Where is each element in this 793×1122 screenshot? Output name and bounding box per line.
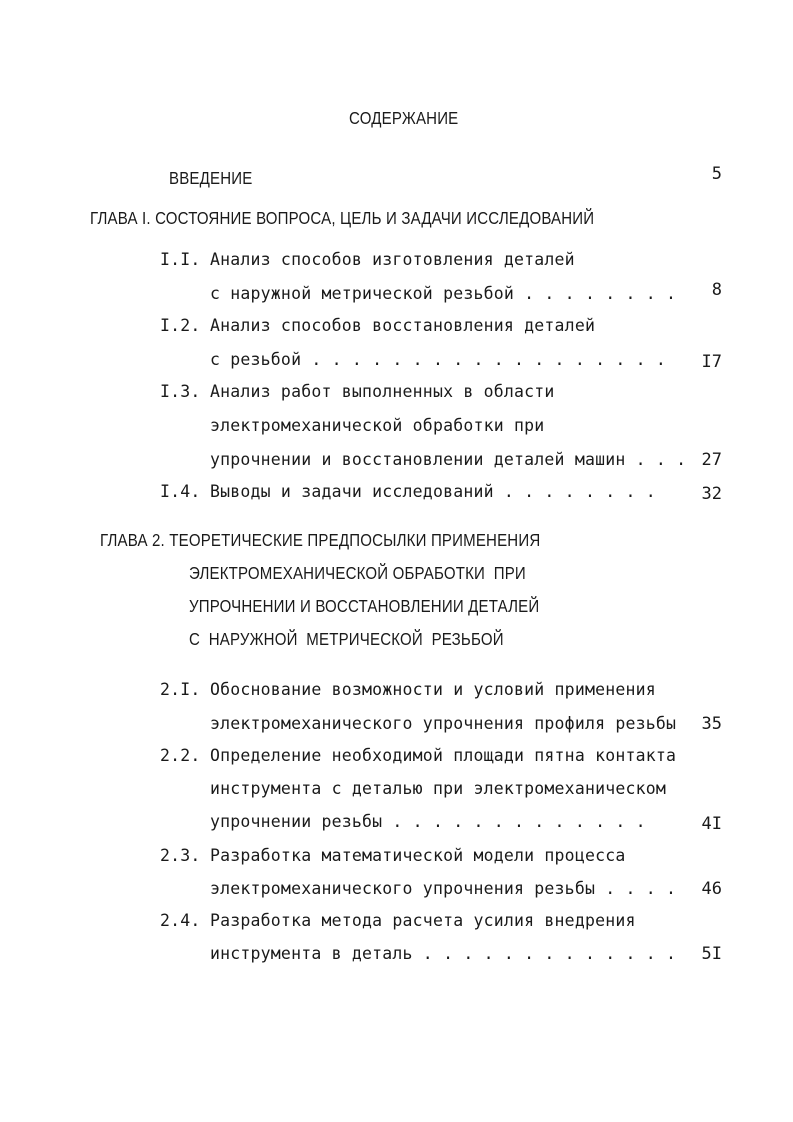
section-title-line: Анализ способов изготовления деталей — [210, 250, 575, 269]
section-page-number: 5I — [701, 944, 722, 964]
section-title-line: с резьбой . . . . . . . . . . . . . . . . . . — [210, 350, 667, 369]
section-number: I.4. — [160, 482, 201, 501]
section-title-line: упрочнении и восстановлении деталей машин . . . — [210, 450, 687, 469]
chapter-1-heading: ГЛАВА I. СОСТОЯНИЕ ВОПРОСА, ЦЕЛЬ И ЗАДАЧИ ИССЛЕДОВАНИЙ — [90, 208, 595, 228]
section-page-number: I7 — [701, 352, 722, 372]
section-title-line: инструмента в деталь . . . . . . . . . . . . . — [210, 944, 677, 963]
chapter-2-heading-line: УПРОЧНЕНИИ И ВОССТАНОВЛЕНИИ ДЕТАЛЕЙ — [189, 596, 540, 616]
chapter-2-heading-line: С НАРУЖНОЙ МЕТРИЧЕСКОЙ РЕЗЬБОЙ — [189, 629, 504, 649]
section-title-line: электромеханической обработки при — [210, 416, 545, 435]
section-title-line: электромеханического упрочнения резьбы . . . . — [210, 879, 677, 898]
section-number: 2.3. — [160, 846, 201, 865]
section-title-line: с наружной метрической резьбой . . . . . . . . — [210, 284, 677, 303]
section-page-number: 32 — [701, 484, 722, 504]
section-title-line: Анализ способов восстановления деталей — [210, 316, 596, 335]
section-title-line: инструмента с деталью при электромеханическом — [210, 779, 667, 798]
section-title-line: Обоснование возможности и условий применения — [210, 680, 656, 699]
intro-page-number: 5 — [711, 164, 722, 184]
section-number: 2.2. — [160, 746, 201, 765]
section-page-number: 27 — [701, 450, 722, 470]
section-page-number: 35 — [701, 714, 722, 734]
page-title: СОДЕРЖАНИЕ — [349, 108, 459, 128]
chapter-2-heading-line: ЭЛЕКТРОМЕХАНИЧЕСКОЙ ОБРАБОТКИ ПРИ — [189, 563, 526, 583]
section-number: I.3. — [160, 382, 201, 401]
section-number: 2.I. — [160, 680, 201, 699]
section-title-line: Анализ работ выполненных в области — [210, 382, 555, 401]
section-number: I.I. — [160, 250, 201, 269]
section-title-line: электромеханического упрочнения профиля резьбы — [210, 714, 677, 733]
chapter-2-heading-line: ГЛАВА 2. ТЕОРЕТИЧЕСКИЕ ПРЕДПОСЫЛКИ ПРИМЕНЕНИЯ — [100, 530, 541, 550]
section-number: 2.4. — [160, 911, 201, 930]
section-page-number: 8 — [711, 280, 722, 300]
section-page-number: 4I — [701, 814, 722, 834]
intro-label: ВВЕДЕНИЕ — [169, 168, 253, 188]
section-title-line: Разработка математической модели процесса — [210, 846, 626, 865]
section-number: I.2. — [160, 316, 201, 335]
section-title-line: упрочнении резьбы . . . . . . . . . . . . . — [210, 812, 646, 831]
section-title-line: Определение необходимой площади пятна контакта — [210, 746, 677, 765]
section-title-line: Разработка метода расчета усилия внедрения — [210, 911, 636, 930]
section-title-line: Выводы и задачи исследований . . . . . . . . — [210, 482, 656, 501]
section-page-number: 46 — [701, 879, 722, 899]
